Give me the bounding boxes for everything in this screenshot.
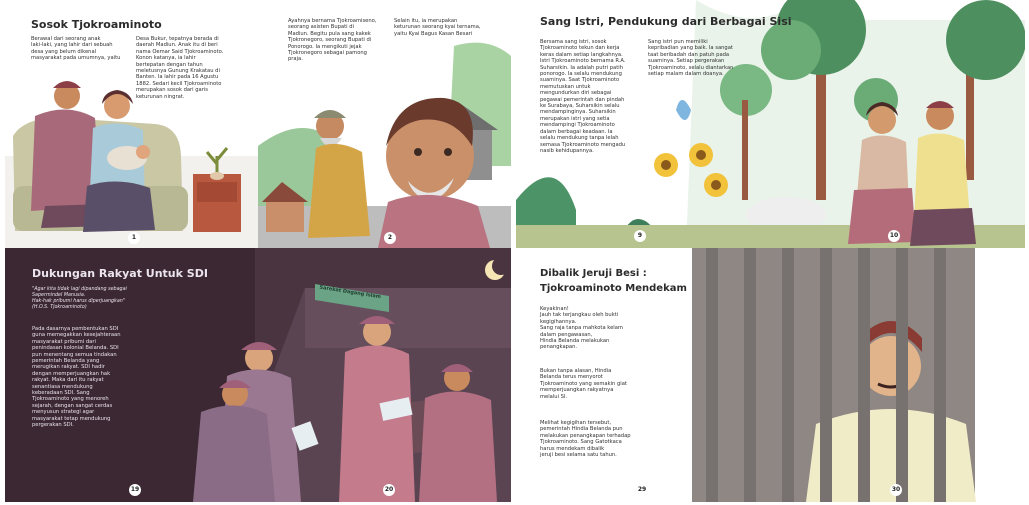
spread-dibalik-jeruji: [516, 248, 1025, 502]
page-number: 2: [384, 232, 396, 244]
page-title-line1: Dibalik Jeruji Besi :: [540, 268, 647, 279]
page-number-right: 20: [383, 484, 395, 496]
body-para-1: Keyakinan! Jauh tak terjangkau oleh bukti kegigihannya. Sang raja tanpa mahkota kelam dalam pengawasan, Hindia Belanda melakukan penangkapan.: [540, 306, 623, 351]
body-text-col1: Bersama sang istri, sosok Tjokroaminoto tekun dan kerja keras dalam setiap langkahnya. Istri Tjokroaminoto bernama R.A. Suharsikin. Ia adalah putri patih ponorogo. Ia selalu mendukung suaminya. Saat Tjokroaminoto memutuskan untuk mengundurkan diri sebagai pegawai pemerintah dan pindah ke Surabaya, Suharsikin selalu mendampinginya. Suharsikin merupakan istri yang setia mendampingi Tjokroaminoto dalam berbagai keadaan. Ia selalu mendukung tanpa lelah semasa Tjokroaminoto mengadu nasib kehidupannya.: [540, 39, 626, 154]
page-title: Sosok Tjokroaminoto: [31, 18, 162, 31]
page-number-left: 19: [129, 484, 141, 496]
body-para-3: Melihat kegigihan tersebut, pemerintah Hindia Belanda pun melakukan penangkapan terhadap Tjokroaminoto. Sang Gatotkaca harus mendekam dibalik jeruji besi selama satu tahun.: [540, 420, 631, 459]
page-title: Dukungan Rakyat Untuk SDI: [32, 267, 208, 280]
page-number-right: 30: [890, 484, 902, 496]
page-number-right: 10: [888, 230, 900, 242]
body-text: Pada dasarnya pembentukan SDI guna memegakkan kesejahteraan masyarakat pribumi dari penindasan kolonial Belanda. SDI pun menentang semua tindakan pemerintah Belanda yang merugikan rakyat. SDI hadir dengan memperjuangkan hak rakyat. Maka dari itu rakyat senantiasa mendukung keberadaan SDI. Sang Tjokroaminoto yang menoreh sejarah, dengan sangat cerdas menyusun strategi agar masyarakat tetap mendukung pergerakan SDI.: [32, 326, 121, 429]
spread-sang-istri: [516, 0, 1025, 248]
page-title-line2: Tjokroaminoto Mendekam: [540, 283, 687, 294]
page-2: [258, 6, 511, 248]
body-text-col2: Desa Bukur, tepatnya berada di daerah Madiun. Anak itu di beri nama Oemar Said Tjokroaminoto. Konon katanya, ia lahir bertepatan dengan tahun meletusnya Gunung Krakatau di Banten. Ia lahir pada 16 Agustu 1882. Sedari kecil Tjokroaminoto merupakan sosok dari garis keturunan ningrat.: [136, 36, 224, 100]
body-para-2: Bukan tanpa alasan, Hindia Belanda terus menyorot Tjokroaminoto yang semakin giat memperjuangkan rakyatnya melalui SI.: [540, 368, 627, 400]
page-1: [5, 6, 258, 248]
body-text-col1: Ayahnya bernama Tjokroamiseno, seorang asisten Bupati di Madiun. Begitu pula sang kakek Tjokronegoro, seorang Bupati di Ponorogo. Ia mengikuti jejak Tjokronegoro sebagai pamong praja.: [288, 18, 377, 63]
page-number-left: 29: [637, 486, 647, 493]
spread-dukungan-rakyat: [5, 248, 511, 502]
spread-sosok-tjokroaminoto: [5, 6, 511, 248]
body-text-col2: Sang istri pun memiliki kepribadian yang baik. Ia sangat taat beribadah dan patuh pada suaminya. Setiap pergerakan Tjokroaminoto, selalu diantarkan setiap malam dalam doanya.: [648, 39, 734, 78]
sign-text: Sarekat Dagang Islam: [318, 284, 382, 301]
body-text-col2: Selain itu, ia merupakan keturunan seorang kyai ternama, yaitu Kyai Bagus Kasan Besari: [394, 18, 481, 37]
quote-text: "Agar kita tidak lagi dipandang sebagai Sapermindel Manusia. Hak-hak pribumi harus diperjuangkan" (H.O.S. Tjokroaminoto): [32, 287, 127, 310]
body-text-col1: Berawal dari seorang anak laki-laki, yang lahir dari sebuah desa yang belum dikenal masyarakat pada umumnya, yaitu: [31, 36, 121, 62]
page-number: 1: [128, 232, 140, 244]
page-number-left: 9: [634, 230, 646, 242]
page-title: Sang Istri, Pendukung dari Berbagai Sisi: [540, 15, 792, 28]
